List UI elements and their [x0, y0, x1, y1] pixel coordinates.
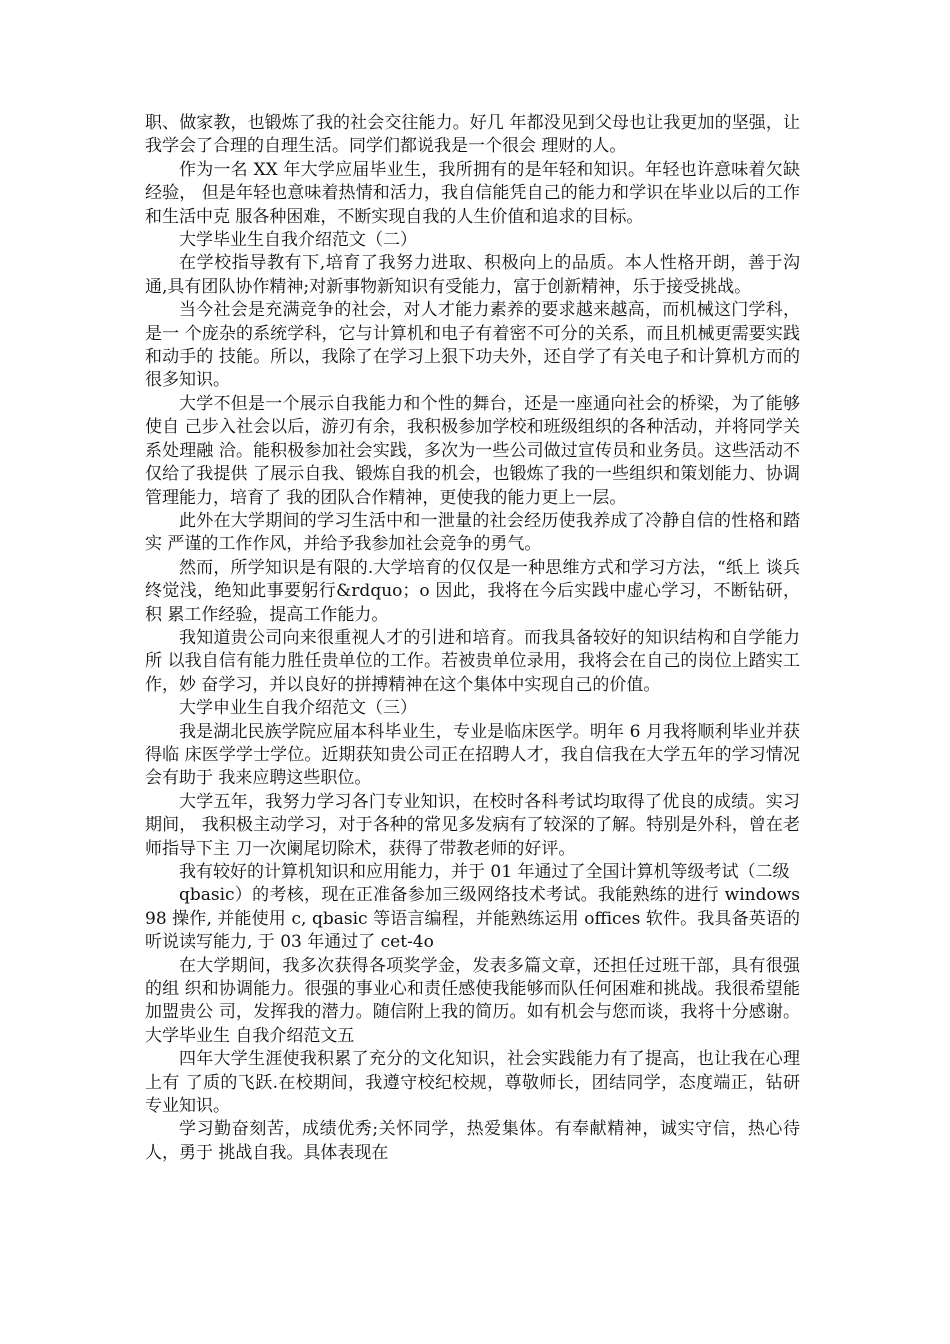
document-page — [145, 112, 800, 1165]
paragraph-13: 在大学期间，我多次获得各项奖学金，发表多篇文章，还担任过班干部，具有很强的组 织和协调能力。很强的事业心和责任感使我能够而队任何困难和挑战。我很希望能加盟贵公 司，发挥我的潜力。随信附上我的简历。如有机会与您而谈，我将十分感谢。大学毕业生 自我介绍范文五 — [145, 955, 800, 1046]
section-heading-2: 大学毕业生自我介绍范文（二） — [179, 230, 417, 251]
paragraph-7: 然而，所学知识是有限的.大学培育的仅仅是一种思维方式和学习方法，“纸上 谈兵终觉浅，绝知此事要躬行&rdquo；o 因此，我将在今后实践中虚心学习，不断钻研，积 累工作经验，提高工作能力。 — [145, 557, 800, 625]
paragraph-3: 在学校指导教有下,培育了我努力进取、积极向上的品质。本人性格开朗，善于沟通,具有团队协作精神;对新事物新知识有受能力，富于创新精神，乐于接受挑战。 — [145, 253, 800, 297]
paragraph-10: 大学五年，我努力学习各门专业知识，在校时各科考试均取得了优良的成绩。实习期间， 我积极主动学习，对于各种的常见多发病有了较深的了解。特别是外科，曾在老师指导下主 刀一次阑尾切除术，获得了带教老师的好评。 — [145, 791, 800, 859]
paragraph-5: 大学不但是一个展示自我能力和个性的舞台，还是一座通向社会的桥梁，为了能够使自 己步入社会以后，游刃有余，我积极参加学校和班级组织的各种活动，并将同学关系处理融 洽。能积极参加社会实践，多次为一些公司做过宣传员和业务员。这些活动不仅给了我提供 了展示自我、锻炼自我的机会，也锻炼了我的一些组织和策划能力、协调管理能力，培育了 我的团队合作精神，更使我的能力更上一层。 — [145, 393, 800, 508]
paragraph-14: 四年大学生涯使我积累了充分的文化知识，社会实践能力有了提高，也让我在心理上有 了质的飞跃.在校期间，我遵守校纪校规，尊敬师长，团结同学，态度端正，钻研专业知识。 — [145, 1049, 800, 1117]
paragraph-12: qbasic）的考核，现在正准备参加三级网络技术考试。我能熟练的进行 windows98 操作, 并能使用 c, qbasic 等语言编程，并能熟练运用 offices 软件。我具备英语的听说读写能力, 于 03 年通过了 cet-4o — [145, 885, 800, 953]
paragraph-1: 职、做家教，也锻炼了我的社会交往能力。好几 年都没见到父母也让我更加的坚强，让我学会了合理的自理生活。同学们都说我是一个很会 理财的人。 — [145, 113, 800, 157]
paragraph-6: 此外在大学期间的学习生活中和一泄量的社会经历使我养成了冷静自信的性格和踏实 严谨的工作作风，并给予我参加社会竞争的勇气。 — [145, 510, 800, 555]
paragraph-9: 我是湖北民族学院应届本科毕业生，专业是临床医学。明年 6 月我将顺利毕业并获得临 床医学学士学位。近期获知贵公司正在招聘人才，我自信我在大学五年的学习情况会有助于 我来应聘这些职位。 — [145, 721, 800, 789]
paragraph-8: 我知道贵公司向来很重视人才的引进和培育。而我具备较好的知识结构和自学能力所 以我自信有能力胜任贵单位的工作。若被贵单位录用，我将会在自己的岗位上踏实工作，妙 奋学习，并以良好的拼搏精神在这个集体中实现自己的价值。 — [145, 627, 800, 695]
section-heading-3: 大学申业生自我介绍范文（三） — [179, 698, 417, 719]
paragraph-11: 我有较好的计算机知识和应用能力，并于 01 年通过了全国计算机等级考试（二级 — [179, 862, 790, 882]
paragraph-15: 学习勤奋刻苦，成绩优秀;关怀同学，热爱集体。有奉献精神，诚实守信，热心待人，勇于 挑战自我。具体表现在 — [145, 1119, 800, 1163]
paragraph-4: 当今社会是充满竞争的社会，对人才能力素养的要求越来越高，而机械这门学科，是一 个庞杂的系统学科，它与计算机和电子有着密不可分的关系，而且机械更需要实践和动手的 技能。所以，我除了在学习上狠下功夫外，还自学了有关电子和计算机方而的很多知识。 — [145, 300, 800, 391]
paragraph-2: 作为一名 XX 年大学应届毕业生，我所拥有的是年轻和知识。年轻也许意味着欠缺经验， 但是年轻也意味着热情和活力，我自信能凭自己的能力和学识在毕业以后的工作和生活中克 服各种困难，不断实现自我的人生价值和追求的目标。 — [145, 159, 800, 227]
